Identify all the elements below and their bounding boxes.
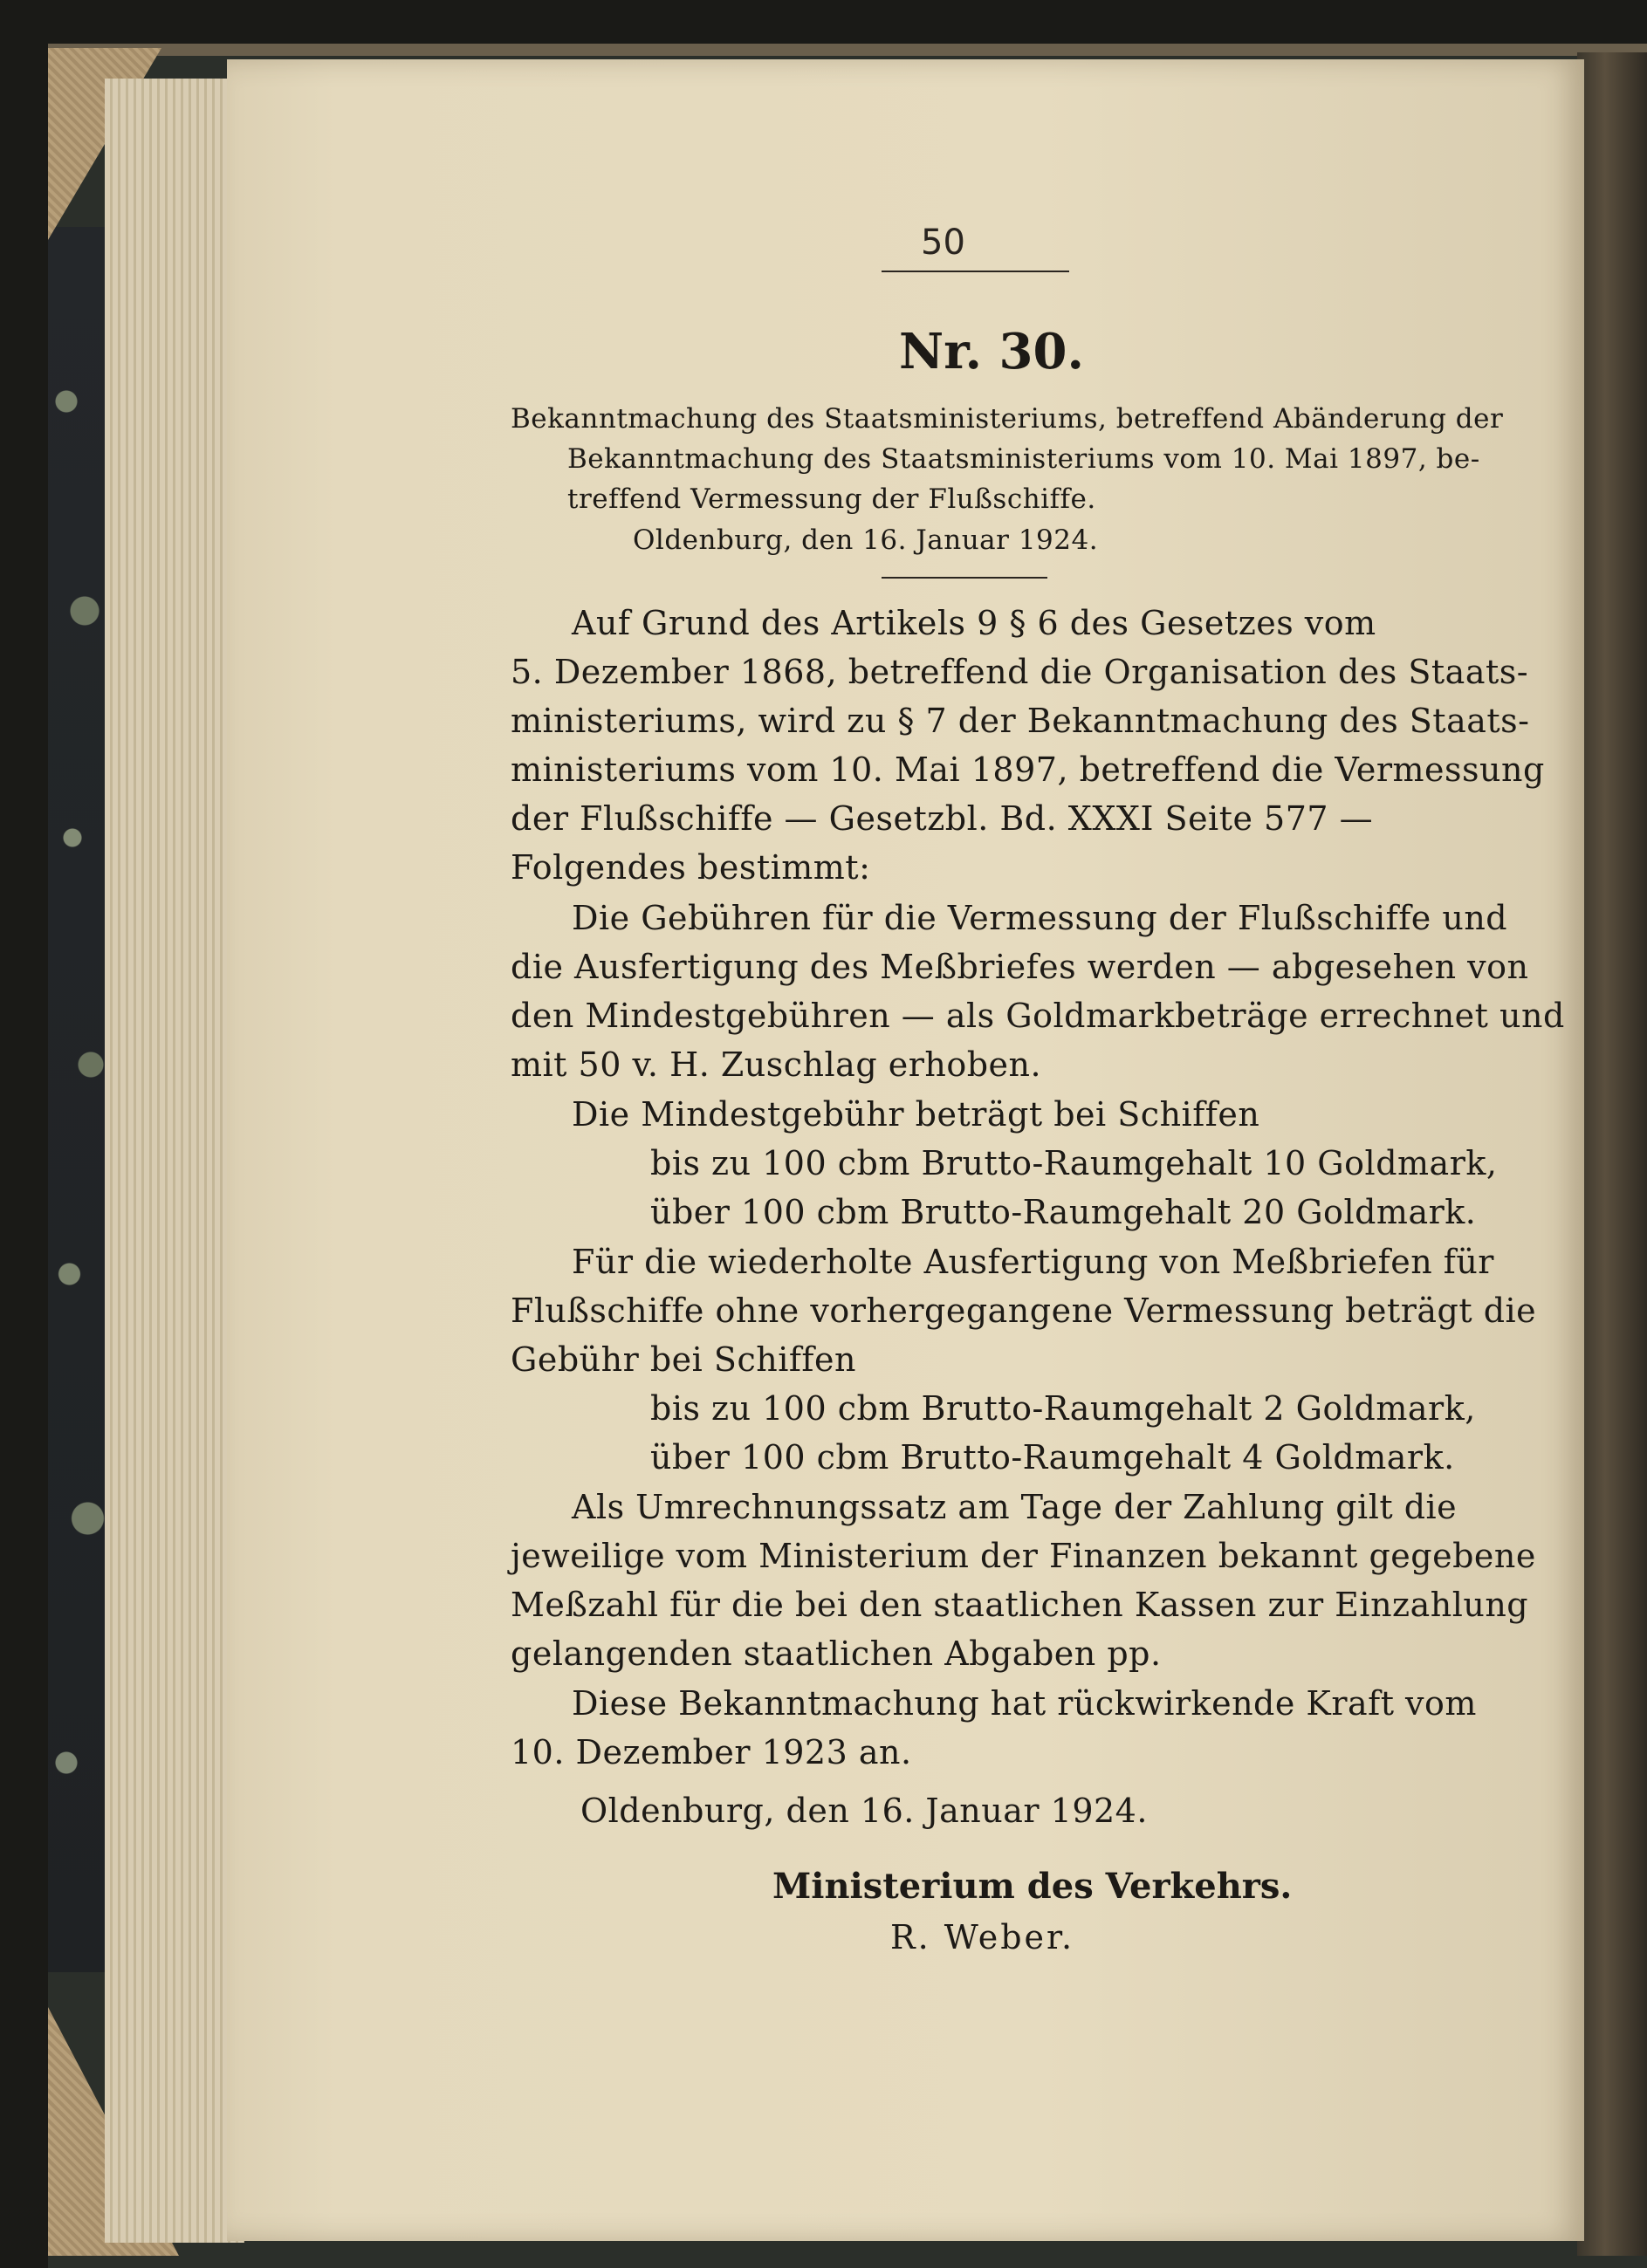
body-line: Für die wiederholte Ausfertigung von Meßbriefen für bbox=[572, 1243, 1494, 1281]
book-spine bbox=[1577, 52, 1647, 2256]
body-line: Meßzahl für die bei den staatlichen Kassen zur Einzahlung bbox=[511, 1586, 1529, 1624]
page-number-rule bbox=[882, 271, 1069, 272]
page-edges bbox=[105, 79, 244, 2243]
fee-line: über 100 cbm Brutto-Raumgehalt 20 Goldmark. bbox=[650, 1193, 1477, 1231]
body-line: ministeriums vom 10. Mai 1897, betreffend die Vermessung bbox=[511, 750, 1545, 789]
summary-place-date: Oldenburg, den 16. Januar 1924. bbox=[633, 524, 1099, 556]
body-line: Die Mindestgebühr beträgt bei Schiffen bbox=[572, 1095, 1260, 1134]
body-line: Die Gebühren für die Vermessung der Flußschiffe und bbox=[572, 899, 1508, 937]
body-line: der Flußschiffe — Gesetzbl. Bd. XXXI Seite 577 — bbox=[511, 799, 1374, 838]
closing-place-date: Oldenburg, den 16. Januar 1924. bbox=[580, 1792, 1148, 1830]
body-line: den Mindestgebühren — als Goldmarkbeträge errechnet und bbox=[511, 997, 1565, 1035]
page-number: 50 bbox=[921, 223, 965, 263]
section-rule bbox=[882, 577, 1047, 579]
body-line: gelangenden staatlichen Abgaben pp. bbox=[511, 1634, 1162, 1673]
fee-line: bis zu 100 cbm Brutto-Raumgehalt 2 Goldmark, bbox=[650, 1389, 1476, 1428]
document-heading: Nr. 30. bbox=[899, 323, 1084, 380]
body-line: mit 50 v. H. Zuschlag erhoben. bbox=[511, 1045, 1042, 1084]
body-line: 10. Dezember 1923 an. bbox=[511, 1733, 912, 1771]
ministry-signature: Ministerium des Verkehrs. bbox=[772, 1866, 1293, 1907]
body-line: ministeriums, wird zu § 7 der Bekanntmachung des Staats- bbox=[511, 702, 1530, 740]
marbled-cover-paper bbox=[48, 227, 109, 1972]
body-line: Gebühr bei Schiffen bbox=[511, 1340, 856, 1379]
fee-line: über 100 cbm Brutto-Raumgehalt 4 Goldmark. bbox=[650, 1438, 1455, 1477]
body-line: Folgendes bestimmt: bbox=[511, 848, 871, 887]
summary-line: Bekanntmachung des Staatsministeriums vom 10. Mai 1897, be- bbox=[567, 443, 1480, 475]
body-line: Auf Grund des Artikels 9 § 6 des Gesetzes vom bbox=[572, 604, 1376, 642]
body-line: die Ausfertigung des Meßbriefes werden — abgesehen von bbox=[511, 948, 1529, 986]
body-line: Diese Bekanntmachung hat rückwirkende Kraft vom bbox=[572, 1684, 1477, 1723]
fee-line: bis zu 100 cbm Brutto-Raumgehalt 10 Goldmark, bbox=[650, 1144, 1498, 1182]
body-line: jeweilige vom Ministerium der Finanzen bekannt gegebene bbox=[511, 1537, 1536, 1575]
summary-line: Bekanntmachung des Staatsministeriums, betreffend Abänderung der bbox=[511, 403, 1504, 435]
body-line: Als Umrechnungssatz am Tage der Zahlung gilt die bbox=[572, 1488, 1458, 1526]
summary-line: treffend Vermessung der Flußschiffe. bbox=[567, 483, 1096, 515]
signer-name: R. Weber. bbox=[890, 1918, 1075, 1956]
body-line: 5. Dezember 1868, betreffend die Organisation des Staats- bbox=[511, 653, 1529, 691]
body-line: Flußschiffe ohne vorhergegangene Vermessung beträgt die bbox=[511, 1292, 1537, 1330]
